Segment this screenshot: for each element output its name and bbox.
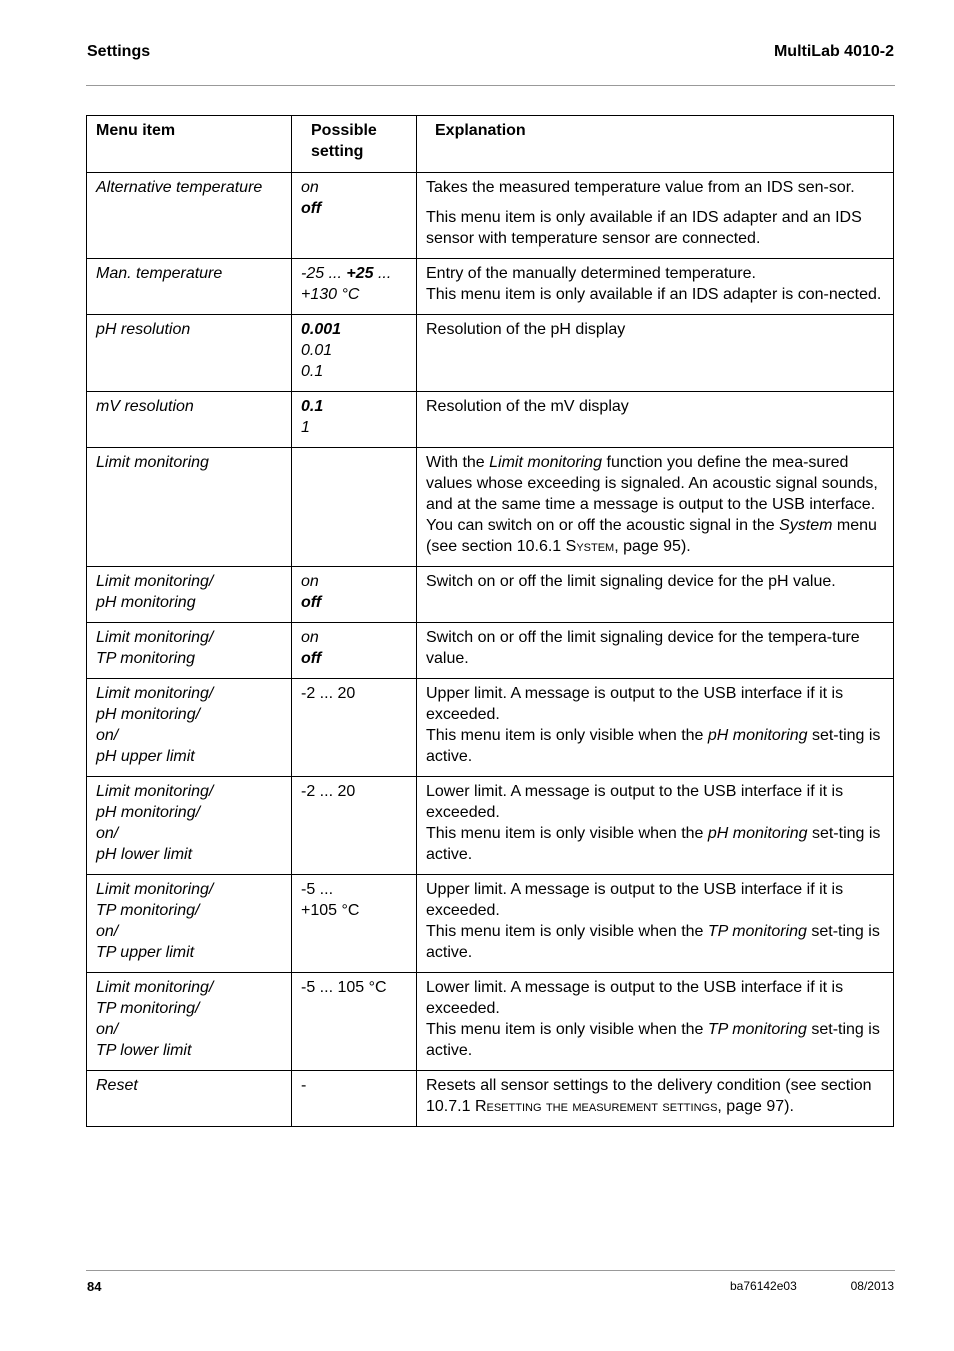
table-row	[87, 973, 894, 1071]
setting-value: on	[301, 629, 319, 646]
table-row	[87, 392, 894, 448]
setting-value: +130 °C	[301, 286, 360, 303]
menu-path-segment: pH monitoring/	[96, 804, 201, 821]
explanation-text: menu (see section 10.6.1	[426, 517, 882, 555]
explanation-cell	[417, 973, 894, 1071]
setting-value: on	[301, 179, 319, 196]
table-row	[87, 259, 894, 315]
explanation-menu-ref: Limit monitoring	[489, 454, 603, 471]
setting-default-value: off	[301, 594, 322, 611]
explanation-cell: Resolution of the mV display	[417, 392, 894, 448]
menu-item-cell: Alternative temperature	[87, 173, 292, 259]
menu-path-segment: TP lower limit	[96, 1042, 192, 1059]
explanation-menu-ref: TP monitoring	[707, 923, 807, 940]
menu-path-segment: TP monitoring/	[96, 1000, 200, 1017]
explanation-text: set-ting is active.	[426, 923, 880, 961]
setting-value: ...	[373, 265, 392, 282]
explanation-text: Entry of the manually determined temperature.	[426, 265, 756, 282]
setting-cell	[292, 315, 417, 392]
setting-cell	[292, 392, 417, 448]
explanation-text: You can switch on or off the acoustic signal in the	[426, 517, 780, 534]
header-product-name: MultiLab 4010-2	[773, 43, 894, 60]
explanation-text: This menu item is only visible when the	[426, 727, 708, 744]
explanation-text: function you define the mea-sured values whose exceeding is signaled. An acoustic signal sounds, and at the same time a message is output to the USB interface.	[426, 454, 878, 513]
setting-value: -5 ...	[301, 881, 334, 898]
explanation-text: This menu item is only available if an IDS adapter and an IDS sensor with temperature sensor are connected.	[426, 209, 862, 247]
setting-default-value: off	[301, 650, 322, 667]
setting-default-value: 0.1	[301, 398, 324, 415]
setting-cell: -2 ... 20	[292, 679, 417, 777]
header-divider	[86, 85, 895, 86]
menu-path-segment: TP upper limit	[96, 944, 195, 961]
setting-default-value: off	[301, 200, 322, 217]
setting-cell: -	[292, 1071, 417, 1127]
menu-path-segment: on/	[96, 923, 119, 940]
page-number: 84	[87, 1279, 102, 1294]
explanation-text: This menu item is only visible when the	[426, 825, 708, 842]
section-reference: Resetting the measurement settings	[474, 1098, 718, 1115]
menu-path-segment: Limit monitoring/	[96, 573, 214, 590]
explanation-cell	[417, 259, 894, 315]
setting-cell	[292, 567, 417, 623]
explanation-text: With the	[426, 454, 490, 471]
explanation-cell: Switch on or off the limit signaling device for the pH value.	[417, 567, 894, 623]
explanation-text: set-ting is active.	[426, 825, 881, 863]
table-row	[87, 567, 894, 623]
setting-value: 0.01	[301, 342, 333, 359]
menu-path-segment: on/	[96, 727, 119, 744]
menu-path-segment: on/	[96, 1021, 119, 1038]
menu-item-cell	[87, 567, 292, 623]
menu-item-cell: pH resolution	[87, 315, 292, 392]
document-id: ba76142e03	[730, 1279, 797, 1293]
setting-cell	[292, 448, 417, 567]
explanation-menu-ref: pH monitoring	[707, 825, 808, 842]
explanation-text: Lower limit. A message is output to the USB interface if it is exceeded.	[426, 783, 844, 821]
menu-path-segment: Limit monitoring/	[96, 629, 214, 646]
table-row	[87, 679, 894, 777]
menu-item-cell	[87, 679, 292, 777]
menu-path-segment: TP monitoring	[96, 650, 195, 667]
explanation-cell	[417, 679, 894, 777]
setting-cell	[292, 259, 417, 315]
settings-table	[86, 115, 894, 1127]
explanation-cell	[417, 875, 894, 973]
column-header-possible-setting: Possible setting	[292, 116, 417, 173]
explanation-text: Takes the measured temperature value from an IDS sen-sor.	[426, 179, 855, 196]
table-row	[87, 448, 894, 567]
menu-path-segment: Limit monitoring/	[96, 979, 214, 996]
menu-path-segment: pH lower limit	[96, 846, 193, 863]
explanation-menu-ref: System	[779, 517, 833, 534]
explanation-cell: Resolution of the pH display	[417, 315, 894, 392]
table-row	[87, 623, 894, 679]
setting-cell	[292, 623, 417, 679]
explanation-text: Upper limit. A message is output to the USB interface if it is exceeded.	[426, 685, 844, 723]
setting-cell: -2 ... 20	[292, 777, 417, 875]
menu-item-cell	[87, 777, 292, 875]
menu-path-segment: pH monitoring	[96, 594, 196, 611]
setting-value: +105 °C	[301, 902, 360, 919]
explanation-cell	[417, 1071, 894, 1127]
setting-value: 1	[301, 419, 310, 436]
setting-cell: -5 ... 105 °C	[292, 973, 417, 1071]
menu-path-segment: Limit monitoring/	[96, 685, 214, 702]
menu-path-segment: on/	[96, 825, 119, 842]
setting-value: 0.1	[301, 363, 324, 380]
explanation-text: set-ting is active.	[426, 1021, 880, 1059]
header-section-title: Settings	[87, 43, 151, 60]
menu-path-segment: pH monitoring/	[96, 706, 201, 723]
menu-item-cell: Limit monitoring	[87, 448, 292, 567]
setting-cell	[292, 875, 417, 973]
menu-path-segment: TP monitoring/	[96, 902, 200, 919]
explanation-text: This menu item is only visible when the	[426, 1021, 708, 1038]
menu-item-cell: Reset	[87, 1071, 292, 1127]
document-date: 08/2013	[850, 1279, 894, 1293]
footer-divider	[86, 1270, 895, 1271]
table-row	[87, 315, 894, 392]
explanation-text: This menu item is only visible when the	[426, 923, 708, 940]
menu-path-segment: Limit monitoring/	[96, 783, 214, 800]
explanation-text: Lower limit. A message is output to the USB interface if it is exceeded.	[426, 979, 844, 1017]
column-header-explanation: Explanation	[417, 116, 894, 173]
explanation-text: , page 95).	[614, 538, 691, 555]
menu-item-cell: Man. temperature	[87, 259, 292, 315]
explanation-cell	[417, 777, 894, 875]
explanation-text: This menu item is only available if an IDS adapter is con-nected.	[426, 286, 882, 303]
menu-path-segment: pH upper limit	[96, 748, 195, 765]
table-row	[87, 875, 894, 973]
menu-item-cell	[87, 623, 292, 679]
explanation-text: set-ting is active.	[426, 727, 881, 765]
setting-value: -25 ...	[301, 265, 347, 282]
explanation-cell	[417, 448, 894, 567]
explanation-text: , page 97).	[717, 1098, 794, 1115]
explanation-menu-ref: TP monitoring	[707, 1021, 807, 1038]
explanation-cell	[417, 173, 894, 259]
menu-item-cell	[87, 875, 292, 973]
menu-path-segment: Limit monitoring/	[96, 881, 214, 898]
menu-item-cell	[87, 973, 292, 1071]
table-row	[87, 173, 894, 259]
table-row	[87, 777, 894, 875]
table-header-row	[87, 116, 894, 173]
setting-cell	[292, 173, 417, 259]
explanation-menu-ref: pH monitoring	[707, 727, 808, 744]
section-reference: System	[565, 538, 615, 555]
table-row	[87, 1071, 894, 1127]
menu-item-cell: mV resolution	[87, 392, 292, 448]
explanation-cell: Switch on or off the limit signaling device for the tempera-ture value.	[417, 623, 894, 679]
explanation-text: Upper limit. A message is output to the USB interface if it is exceeded.	[426, 881, 844, 919]
setting-default-value: +25	[346, 265, 374, 282]
setting-value: on	[301, 573, 319, 590]
explanation-text: Resets all sensor settings to the delivery condition (see section 10.7.1	[426, 1077, 877, 1115]
setting-default-value: 0.001	[301, 321, 342, 338]
column-header-menu-item: Menu item	[87, 116, 292, 173]
